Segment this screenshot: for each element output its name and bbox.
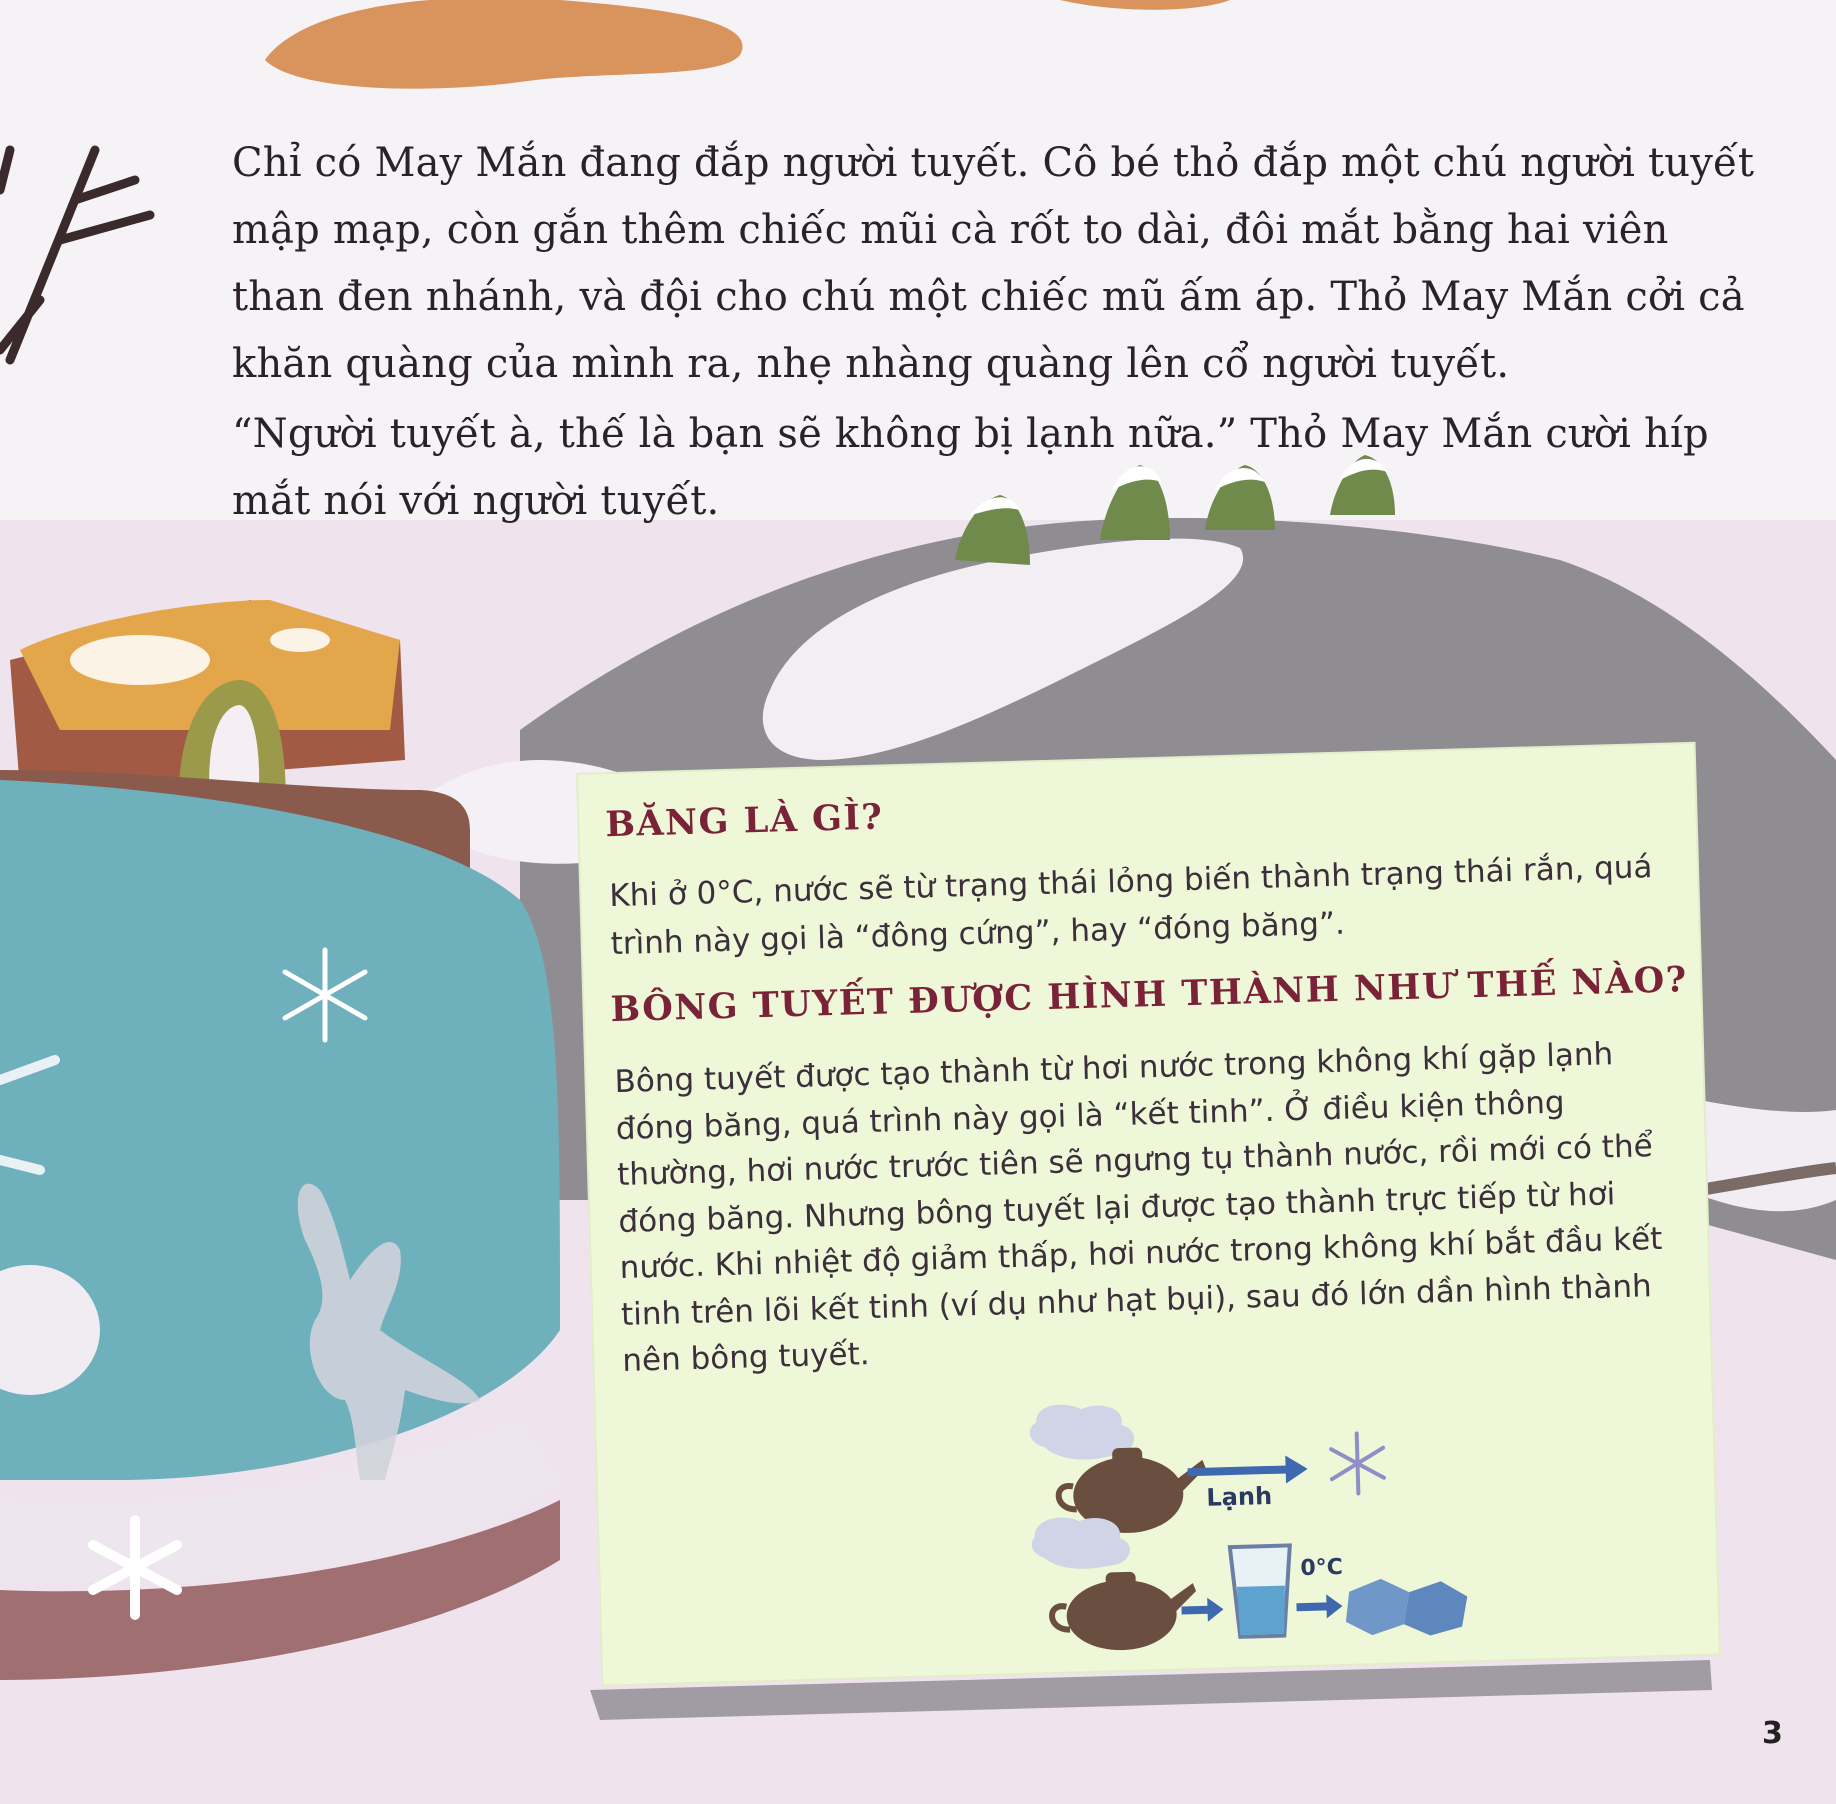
section-body-ice: Khi ở 0°C, nước sẽ từ trạng thái lỏng biến thành trạng thái rắn, quá trình này gọi là “đông cứng”, hay “đóng băng”. [608,849,1653,963]
cold-label: Lạnh [1206,1481,1273,1512]
snowflake-small-icon [1331,1433,1385,1494]
story-paragraph-1: Chỉ có May Mắn đang đắp người tuyết. Cô bé thỏ đắp một chú người tuyết mập mạp, còn gắn thêm chiếc mũi cà rốt to dài, đôi mắt bằng hai viên than đen nhánh, và đội cho chú một chiếc mũ ấm áp. Thỏ May Mắn cởi cả khăn quàng của mình ra, nhẹ nhàng quàng lên cổ người tuyết. [232,140,1755,387]
page-number: 3 [1762,1716,1783,1751]
frozen-pond [0,780,560,1480]
arrow-icon [1187,1455,1308,1486]
info-box [578,744,1719,1685]
temperature-label: 0°C [1300,1554,1344,1582]
section-body-snowflake: Bông tuyết được tạo thành từ hơi nước trong không khí gặp lạnh đóng băng, quá trình này gọi là “kết tinh”. Ở điều kiện thông thường, hơi nước trước tiên sẽ ngưng tụ thành nước, rồi mới có thể đóng băng. Nhưng bông tuyết lại được tạo thành trực tiếp từ hơi nước. Khi nhiệt độ giảm thấp, hơi nước trong không khí bắt đầu kết tinh trên lõi kết tinh (ví dụ như hạt bụi), sau đó lớn dần hình thành nên bông tuyết. [614,1036,1663,1379]
story-paragraph-2: “Người tuyết à, thế là bạn sẽ không bị lạnh nữa.” Thỏ May Mắn cười híp mắt nói với người tuyết. [232,411,1709,524]
arrow-icon-3 [1296,1594,1343,1619]
glass-of-water-icon [1230,1545,1292,1637]
story-text [232,130,1772,538]
arrow-icon-2 [1181,1597,1224,1622]
condensation-diagram [1026,1388,1553,1652]
kettle-icon-2 [1051,1570,1198,1652]
right-snow [1700,1100,1836,1211]
ice-cube-icon [1345,1576,1469,1637]
section-heading-snowflake: BÔNG TUYẾT ĐƯỢC HÌNH THÀNH NHƯ THẾ NÀO? [609,959,1689,1031]
section-heading-ice: BĂNG LÀ GÌ? [604,796,884,846]
